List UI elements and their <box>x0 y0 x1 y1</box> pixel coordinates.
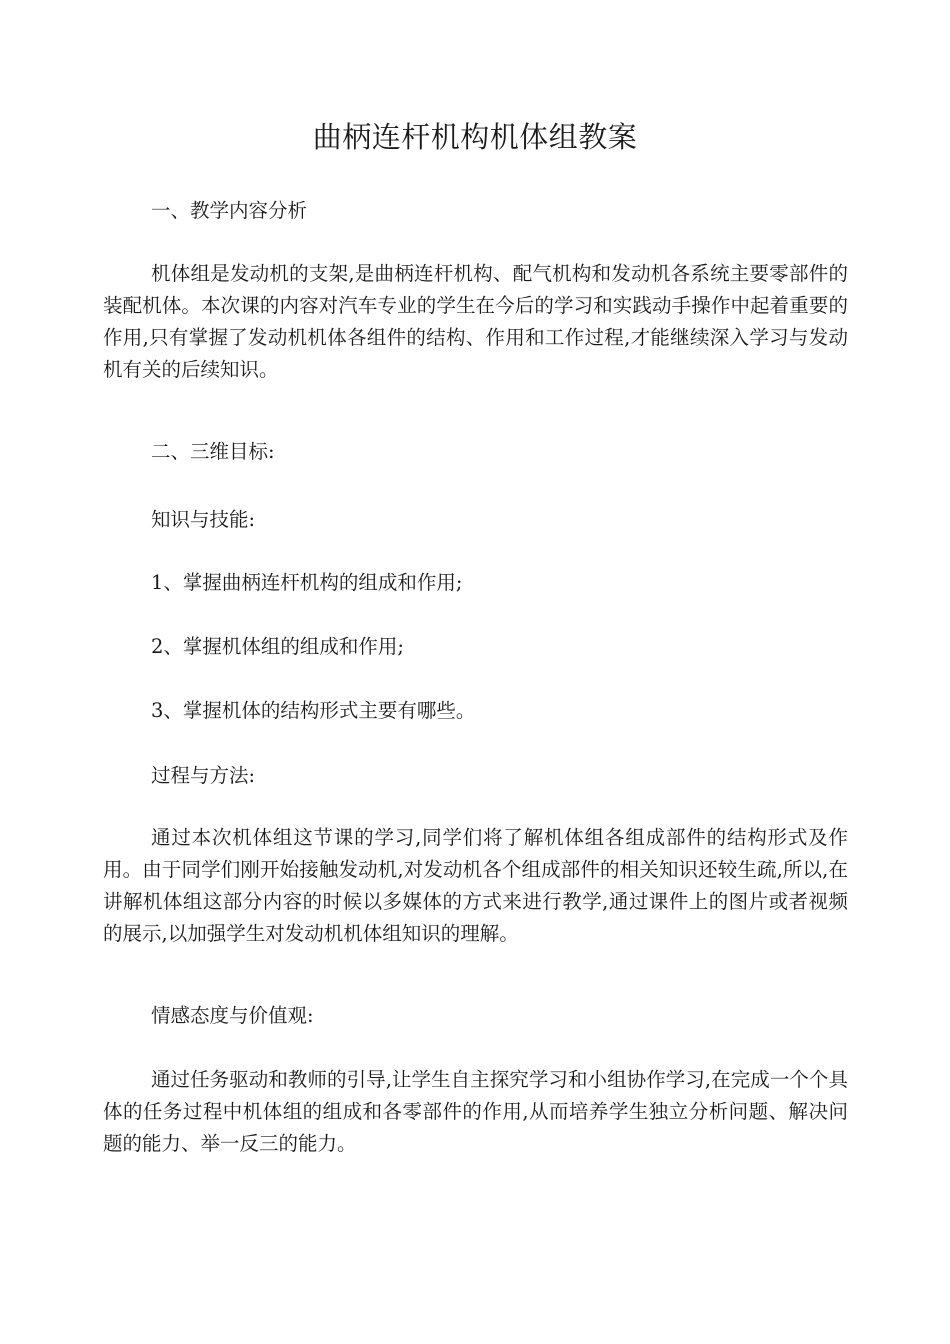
list-item-knowledge-2: 2、掌握机体组的组成和作用; <box>151 635 404 658</box>
paragraph-emotion-values: 通过任务驱动和教师的引导,让学生自主探究学习和小组协作学习,在完成一个个具体的任务过程中机体组的组成和各零部件的作用,从而培养学生独立分析问题、解决问题的能力、举一反三的能力。 <box>103 1068 848 1155</box>
paragraph-content-analysis: 机体组是发动机的支架,是曲柄连杆机构、配气机构和发动机各系统主要零部件的装配机体。本次课的内容对汽车专业的学生在今后的学习和实践动手操作中起着重要的作用,只有掌握了发动机机体各组件的结构、作用和工作过程,才能继续深入学习与发动机有关的后续知识。 <box>103 262 848 381</box>
list-item-knowledge-1: 1、掌握曲柄连杆机构的组成和作用; <box>151 571 463 594</box>
section-heading-three-goals: 二、三维目标: <box>151 440 275 463</box>
document-title: 曲柄连杆机构机体组教案 <box>312 120 638 154</box>
list-item-knowledge-3: 3、掌握机体的结构形式主要有哪些。 <box>151 699 476 722</box>
section-heading-content-analysis: 一、教学内容分析 <box>151 199 308 222</box>
subheading-knowledge-skills: 知识与技能: <box>151 508 256 531</box>
paragraph-process-method: 通过本次机体组这节课的学习,同学们将了解机体组各组成部件的结构形式及作用。由于同学们刚开始接触发动机,对发动机各个组成部件的相关知识还较生疏,所以,在讲解机体组这部分内容的时候以多媒体的方式来进行教学,通过课件上的图片或者视频的展示,以加强学生对发动机机体组知识的理解。 <box>103 826 848 945</box>
subheading-emotion-values: 情感态度与价值观: <box>151 1004 314 1027</box>
subheading-process-method: 过程与方法: <box>151 764 256 787</box>
